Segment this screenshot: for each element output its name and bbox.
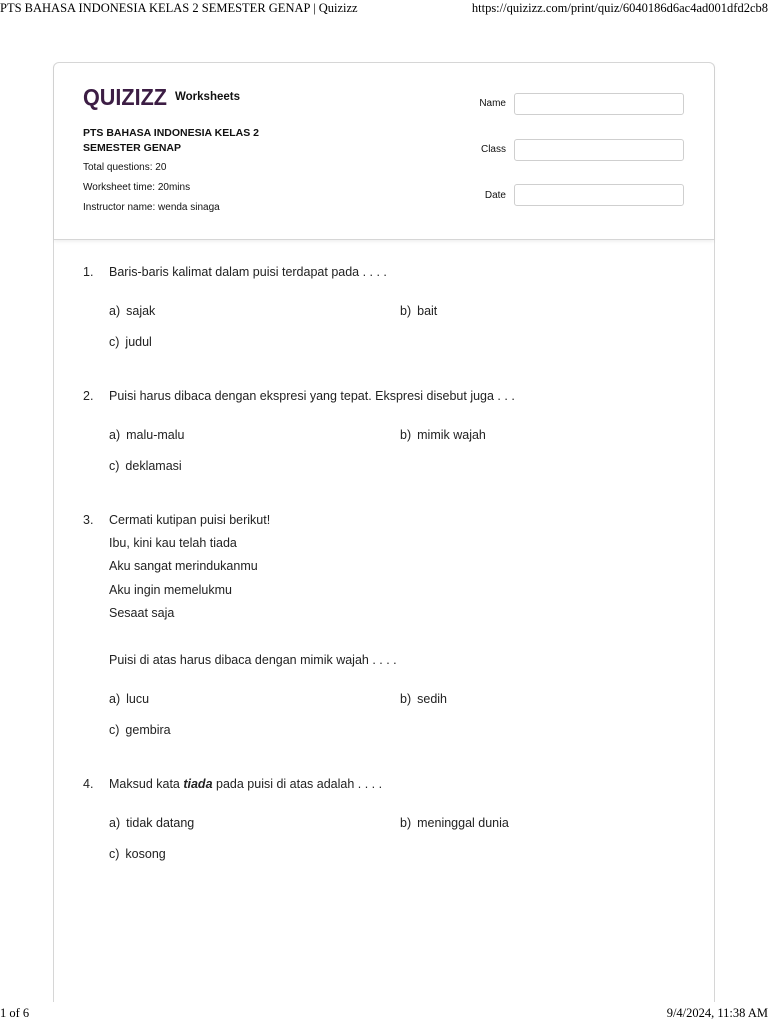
logo-text: QUIZIZZ <box>83 84 167 110</box>
question-text-emphasis: tiada <box>183 777 213 791</box>
option-letter: c) <box>109 723 120 737</box>
question-text <box>109 777 382 791</box>
option-letter: b) <box>400 692 412 706</box>
print-page-title: PTS BAHASA INDONESIA KELAS 2 SEMESTER GENAP | Quizizz <box>0 1 358 15</box>
option-c <box>109 847 166 861</box>
page-counter: 1 of 6 <box>0 1006 30 1020</box>
option-text: gembira <box>125 723 171 737</box>
question-prompt: Puisi di atas harus dibaca dengan mimik wajah . . . . <box>109 653 397 667</box>
option-letter: b) <box>400 816 412 830</box>
option-text: meninggal dunia <box>417 816 509 830</box>
instructor-name: Instructor name: wenda sinaga <box>83 202 220 213</box>
option-c <box>109 459 182 473</box>
option-a <box>109 816 194 830</box>
total-questions: Total questions: 20 <box>83 162 167 173</box>
question-number: 3. <box>83 513 94 527</box>
option-letter: a) <box>109 304 121 318</box>
print-page-url: https://quizizz.com/print/quiz/6040186d6ac4ad001dfd2cb8 <box>471 1 768 15</box>
option-letter: c) <box>109 459 120 473</box>
option-text: sajak <box>126 304 156 318</box>
option-text: lucu <box>126 692 150 706</box>
question-number: 2. <box>83 389 94 403</box>
option-text: kosong <box>125 847 166 861</box>
question-text: Baris-baris kalimat dalam puisi terdapat pada . . . . <box>109 265 387 279</box>
class-label: Class <box>480 144 506 155</box>
option-letter: b) <box>400 428 412 442</box>
worksheet-title-line-1: PTS BAHASA INDONESIA KELAS 2 <box>83 127 259 139</box>
question-text: Puisi harus dibaca dengan ekspresi yang tepat. Ekspresi disebut juga . . . <box>109 389 515 403</box>
option-b <box>400 816 509 830</box>
question-text-after: pada puisi di atas adalah . . . . <box>212 777 383 791</box>
option-text: sedih <box>417 692 448 706</box>
option-letter: a) <box>109 428 121 442</box>
option-letter: a) <box>109 816 121 830</box>
date-field[interactable] <box>514 184 684 206</box>
option-a <box>109 692 149 706</box>
print-datetime: 9/4/2024, 11:38 AM <box>666 1006 768 1020</box>
option-b <box>400 304 437 318</box>
option-letter: a) <box>109 692 121 706</box>
worksheet-title-line-2: SEMESTER GENAP <box>83 142 182 154</box>
option-b <box>400 428 486 442</box>
poem-line: Aku sangat merindukanmu <box>109 559 258 573</box>
option-text: tidak datang <box>126 816 195 830</box>
option-letter: c) <box>109 847 120 861</box>
print-header <box>0 0 768 18</box>
name-label: Name <box>479 98 506 109</box>
option-a <box>109 428 184 442</box>
option-text: malu-malu <box>126 428 185 442</box>
poem-line: Ibu, kini kau telah tiada <box>109 536 237 550</box>
worksheet-sheet <box>53 62 715 1002</box>
product-name: Worksheets <box>175 91 240 103</box>
option-c <box>109 335 152 349</box>
name-field[interactable] <box>514 93 684 115</box>
option-text: judul <box>125 335 152 349</box>
print-footer <box>0 1006 768 1024</box>
option-letter: c) <box>109 335 120 349</box>
worksheet-header <box>54 63 714 240</box>
option-c <box>109 723 171 737</box>
poem-line: Sesaat saja <box>109 606 175 620</box>
question-text-before: Maksud kata <box>109 777 184 791</box>
question-number: 1. <box>83 265 94 279</box>
option-letter: b) <box>400 304 412 318</box>
poem-line: Aku ingin memelukmu <box>109 583 232 597</box>
option-b <box>400 692 447 706</box>
option-text: mimik wajah <box>417 428 486 442</box>
option-a <box>109 304 155 318</box>
quizizz-wordmark-icon <box>83 84 169 110</box>
worksheet-time: Worksheet time: 20mins <box>83 182 191 193</box>
option-text: deklamasi <box>125 459 182 473</box>
option-text: bait <box>417 304 438 318</box>
worksheet-title <box>83 126 303 156</box>
question-number: 4. <box>83 777 94 791</box>
date-label: Date <box>484 190 506 201</box>
class-field[interactable] <box>514 139 684 161</box>
question-text: Cermati kutipan puisi berikut! <box>109 513 271 527</box>
quizizz-logo <box>83 84 240 110</box>
